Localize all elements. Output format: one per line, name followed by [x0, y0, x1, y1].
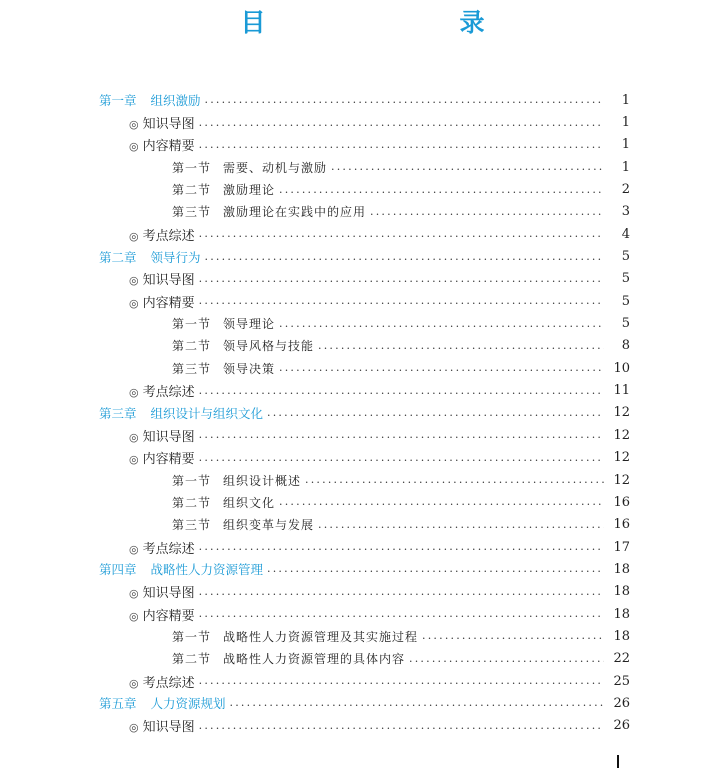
toc-entry-label	[99, 404, 267, 422]
bullet-circle-icon: ◎	[129, 274, 139, 288]
toc-entry-label	[129, 716, 199, 735]
toc-section-entry[interactable]	[0, 603, 630, 625]
dot-leader	[205, 250, 604, 264]
toc-page-number: 5	[621, 293, 630, 309]
dot-leader	[370, 205, 604, 219]
toc-entry-title: 考点综述	[142, 675, 195, 691]
page-folio-mark	[617, 755, 619, 768]
toc-section-entry[interactable]	[0, 134, 630, 156]
toc-subsection-entry[interactable]	[0, 357, 630, 379]
toc-entry-label	[129, 381, 199, 400]
toc-page-number: 2	[621, 182, 630, 198]
toc-entry-label	[172, 360, 279, 377]
dot-leader	[205, 93, 604, 107]
toc-page-number: 4	[621, 226, 630, 242]
toc-entry-label	[129, 225, 199, 244]
toc-entry-title: 战略性人力资源管理	[150, 562, 264, 578]
toc-chapter-entry[interactable]	[0, 245, 630, 267]
toc-entry-number: 第三节	[172, 518, 212, 533]
dot-leader	[279, 495, 604, 509]
toc-entry-title: 知识导图	[142, 117, 195, 133]
toc-entry-number: 第二节	[172, 339, 212, 354]
dot-leader	[199, 227, 604, 241]
table-of-contents	[0, 89, 725, 737]
toc-entry-label	[129, 582, 199, 601]
dot-leader	[199, 428, 604, 442]
dot-leader	[422, 629, 604, 643]
toc-page-number: 10	[613, 360, 630, 376]
toc-page-number: 8	[621, 338, 630, 354]
toc-entry-label	[99, 694, 230, 712]
toc-page-number: 16	[613, 517, 630, 533]
dot-leader	[199, 451, 604, 465]
toc-chapter-entry[interactable]	[0, 692, 630, 714]
toc-page-number: 18	[613, 606, 630, 622]
toc-chapter-entry[interactable]	[0, 558, 630, 580]
toc-entry-title: 战略性人力资源管理及其实施过程	[223, 629, 419, 644]
toc-entry-title: 内容精要	[142, 608, 195, 624]
toc-section-entry[interactable]	[0, 111, 630, 133]
toc-entry-number: 第二节	[172, 652, 212, 667]
toc-page-number: 5	[621, 316, 630, 332]
dot-leader	[199, 540, 604, 554]
toc-entry-title: 内容精要	[142, 452, 195, 468]
bullet-circle-icon: ◎	[129, 386, 139, 400]
toc-entry-label	[129, 292, 199, 311]
toc-entry-label	[172, 315, 279, 332]
dot-leader	[199, 272, 604, 286]
toc-entry-title: 知识导图	[142, 273, 195, 289]
toc-subsection-entry[interactable]	[0, 514, 630, 536]
bullet-circle-icon: ◎	[129, 676, 139, 690]
toc-entry-title: 知识导图	[142, 586, 195, 602]
toc-chapter-entry[interactable]	[0, 89, 630, 111]
toc-section-entry[interactable]	[0, 670, 630, 692]
toc-entry-title: 考点综述	[142, 541, 195, 557]
dot-leader	[318, 518, 604, 532]
toc-page-number: 12	[613, 472, 630, 488]
toc-page-number: 17	[613, 539, 630, 555]
toc-entry-number: 第一节	[172, 473, 212, 488]
toc-page-number: 12	[613, 427, 630, 443]
toc-entry-label	[99, 560, 267, 578]
dot-leader	[199, 138, 604, 152]
dot-leader	[279, 317, 604, 331]
toc-subsection-entry[interactable]	[0, 491, 630, 513]
toc-entry-label	[129, 538, 199, 557]
toc-entry-number: 第二节	[172, 183, 212, 198]
bullet-circle-icon: ◎	[129, 229, 139, 243]
toc-page-number: 5	[621, 271, 630, 287]
toc-entry-number: 第三章	[99, 405, 137, 421]
toc-entry-number: 第一章	[99, 93, 137, 109]
toc-entry-title: 领导行为	[150, 249, 201, 265]
toc-section-entry[interactable]	[0, 223, 630, 245]
dot-leader	[230, 696, 604, 710]
toc-section-entry[interactable]	[0, 268, 630, 290]
toc-entry-number: 第四章	[99, 562, 137, 578]
dot-leader	[318, 339, 604, 353]
toc-entry-number: 第三节	[172, 205, 212, 220]
toc-page-number: 12	[613, 450, 630, 466]
toc-entry-label	[172, 650, 409, 667]
toc-section-entry[interactable]	[0, 290, 630, 312]
dot-leader	[305, 473, 604, 487]
toc-entry-label	[129, 448, 199, 467]
toc-section-entry[interactable]	[0, 424, 630, 446]
toc-entry-title: 组织文化	[223, 495, 276, 510]
toc-section-entry[interactable]	[0, 715, 630, 737]
dot-leader	[199, 384, 604, 398]
toc-page-number: 11	[613, 383, 630, 399]
toc-entry-label	[172, 181, 279, 198]
bullet-circle-icon: ◎	[129, 721, 139, 735]
dot-leader	[199, 585, 604, 599]
toc-subsection-entry[interactable]	[0, 648, 630, 670]
toc-section-entry[interactable]	[0, 581, 630, 603]
toc-entry-title: 需要、动机与激励	[223, 160, 328, 175]
dot-leader	[279, 183, 604, 197]
toc-entry-title: 激励理论	[223, 183, 276, 198]
toc-page-number: 18	[613, 628, 630, 644]
toc-entry-label	[99, 91, 205, 109]
toc-entry-label	[172, 494, 279, 511]
dot-leader	[331, 160, 604, 174]
bullet-circle-icon: ◎	[129, 609, 139, 623]
bullet-circle-icon: ◎	[129, 542, 139, 556]
toc-entry-number: 第二节	[172, 495, 212, 510]
toc-entry-title: 人力资源规划	[150, 696, 226, 712]
toc-entry-title: 领导理论	[223, 317, 276, 332]
toc-subsection-entry[interactable]	[0, 201, 630, 223]
toc-entry-title: 考点综述	[142, 228, 195, 244]
bullet-circle-icon: ◎	[129, 453, 139, 467]
toc-entry-label	[129, 426, 199, 445]
toc-entry-title: 组织变革与发展	[223, 518, 315, 533]
bullet-circle-icon: ◎	[129, 296, 139, 310]
bullet-circle-icon: ◎	[129, 587, 139, 601]
toc-subsection-entry[interactable]	[0, 156, 630, 178]
dot-leader	[199, 674, 604, 688]
dot-leader	[199, 294, 604, 308]
toc-entry-number: 第二章	[99, 249, 137, 265]
toc-entry-label	[129, 269, 199, 288]
toc-page-number: 26	[613, 695, 630, 711]
dot-leader	[279, 361, 604, 375]
toc-entry-label	[129, 113, 199, 132]
toc-entry-label	[172, 337, 318, 354]
toc-page-number: 12	[613, 405, 630, 421]
toc-page-number: 5	[621, 249, 630, 265]
toc-page-number: 3	[621, 204, 630, 220]
toc-entry-title: 领导风格与技能	[223, 339, 315, 354]
toc-page-number: 1	[621, 115, 630, 131]
bullet-circle-icon: ◎	[129, 140, 139, 154]
toc-entry-label	[129, 605, 199, 624]
toc-entry-title: 考点综述	[142, 385, 195, 401]
toc-section-entry[interactable]	[0, 379, 630, 401]
toc-entry-number: 第一节	[172, 629, 212, 644]
toc-page-number: 25	[613, 673, 630, 689]
dot-leader	[267, 406, 604, 420]
toc-page-number: 18	[613, 584, 630, 600]
toc-entry-title: 知识导图	[142, 429, 195, 445]
toc-chapter-entry[interactable]	[0, 402, 630, 424]
toc-entry-title: 内容精要	[142, 295, 195, 311]
toc-entry-label	[172, 516, 318, 533]
toc-page-number: 1	[621, 92, 630, 108]
toc-entry-label	[172, 159, 331, 176]
toc-subsection-entry[interactable]	[0, 469, 630, 491]
bullet-circle-icon: ◎	[129, 430, 139, 444]
toc-entry-number: 第一节	[172, 160, 212, 175]
toc-entry-number: 第五章	[99, 696, 137, 712]
dot-leader	[199, 719, 604, 733]
toc-entry-number: 第三节	[172, 361, 212, 376]
bullet-circle-icon: ◎	[129, 118, 139, 132]
toc-entry-title: 内容精要	[142, 139, 195, 155]
toc-entry-number: 第一节	[172, 317, 212, 332]
toc-entry-label	[129, 672, 199, 691]
toc-entry-title: 组织设计与组织文化	[150, 405, 264, 421]
dot-leader	[409, 652, 604, 666]
toc-section-entry[interactable]	[0, 536, 630, 558]
dot-leader	[199, 607, 604, 621]
toc-entry-title: 激励理论在实践中的应用	[223, 205, 367, 220]
toc-entry-label	[99, 248, 205, 266]
toc-entry-label	[172, 628, 422, 645]
toc-page-number: 16	[613, 494, 630, 510]
toc-entry-label	[129, 135, 199, 154]
page-title: 目 录	[240, 8, 533, 37]
toc-page-number: 1	[621, 159, 630, 175]
toc-page-number: 22	[613, 651, 630, 667]
toc-entry-label	[172, 472, 305, 489]
toc-entry-title: 组织激励	[150, 93, 201, 109]
toc-subsection-entry[interactable]	[0, 625, 630, 647]
toc-entry-title: 组织设计概述	[223, 473, 302, 488]
dot-leader	[199, 116, 604, 130]
toc-page-number: 1	[621, 137, 630, 153]
dot-leader	[267, 562, 604, 576]
toc-page-number: 26	[613, 718, 630, 734]
toc-entry-title: 知识导图	[142, 720, 195, 736]
toc-page-number: 18	[613, 561, 630, 577]
toc-section-entry[interactable]	[0, 447, 630, 469]
toc-subsection-entry[interactable]	[0, 335, 630, 357]
toc-entry-title: 战略性人力资源管理的具体内容	[223, 652, 406, 667]
toc-subsection-entry[interactable]	[0, 178, 630, 200]
toc-subsection-entry[interactable]	[0, 312, 630, 334]
toc-entry-label	[172, 203, 370, 220]
toc-entry-title: 领导决策	[223, 361, 276, 376]
